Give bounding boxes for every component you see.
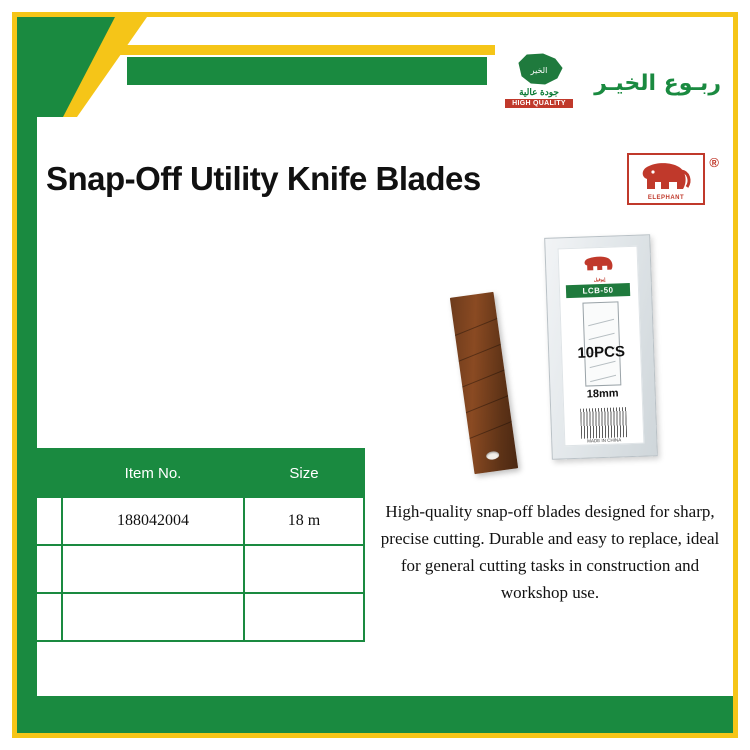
table-row <box>34 593 364 641</box>
spec-table-wrapper <box>33 448 363 642</box>
elephant-logo-label: ELEPHANT <box>647 195 685 201</box>
badge-arabic-text: جودة عالية <box>519 87 559 97</box>
high-quality-badge <box>505 51 573 123</box>
product-photo <box>444 222 702 472</box>
svg-text:الخير: الخير <box>530 66 548 75</box>
registered-trademark-icon: ® <box>709 155 719 170</box>
pack-code-label: LCB-50 <box>566 283 630 298</box>
header <box>37 17 733 117</box>
table-row <box>34 497 364 545</box>
header-bar-green <box>127 57 487 85</box>
table-row <box>34 545 364 593</box>
blade-pack-blister <box>544 234 658 460</box>
pack-elephant-icon <box>581 253 618 283</box>
table-cell-size <box>244 593 364 641</box>
table-cell-marker <box>34 545 62 593</box>
product-description: High-quality snap-off blades designed for sharp, precise cutting. Durable and easy to replace, ideal for general cutting tasks in construction and workshop use. <box>380 502 720 602</box>
table-cell-marker <box>34 497 62 545</box>
spec-table <box>33 448 365 642</box>
page-title: Snap-Off Utility Knife Blades <box>46 160 481 197</box>
elephant-logo-box <box>627 153 705 205</box>
pack-origin-text: MADE IN CHINA <box>587 437 622 444</box>
blade-pack-card <box>558 246 645 447</box>
elephant-icon <box>637 159 695 198</box>
brand-arabic-title: ربـوع الخيـر <box>594 71 721 96</box>
pack-elephant-label: إيوفيل <box>593 276 606 283</box>
badge-high-quality-text: HIGH QUALITY <box>505 99 573 108</box>
header-bar-yellow <box>109 45 495 55</box>
page-border-green-bottom <box>17 690 733 733</box>
pack-size-label: 18mm <box>586 387 619 401</box>
elephant-brand-logo <box>626 152 722 210</box>
table-cell-size: 18 m <box>244 497 364 545</box>
page-border-gap <box>37 690 733 696</box>
saudi-map-icon <box>513 51 565 87</box>
blade-hole <box>486 451 500 461</box>
pack-quantity-label: 10PCS <box>577 343 626 362</box>
table-header-cell-blank <box>34 449 62 497</box>
table-cell-size <box>244 545 364 593</box>
table-cell-marker <box>34 593 62 641</box>
snap-off-blade <box>450 292 518 474</box>
pack-barcode-icon <box>580 407 627 439</box>
table-cell-item-no <box>62 593 244 641</box>
table-cell-item-no <box>62 545 244 593</box>
table-header-row <box>34 449 364 497</box>
table-header-cell-item-no: Item No. <box>62 449 244 497</box>
table-cell-item-no: 188042004 <box>62 497 244 545</box>
table-header-cell-size: Size <box>244 449 364 497</box>
